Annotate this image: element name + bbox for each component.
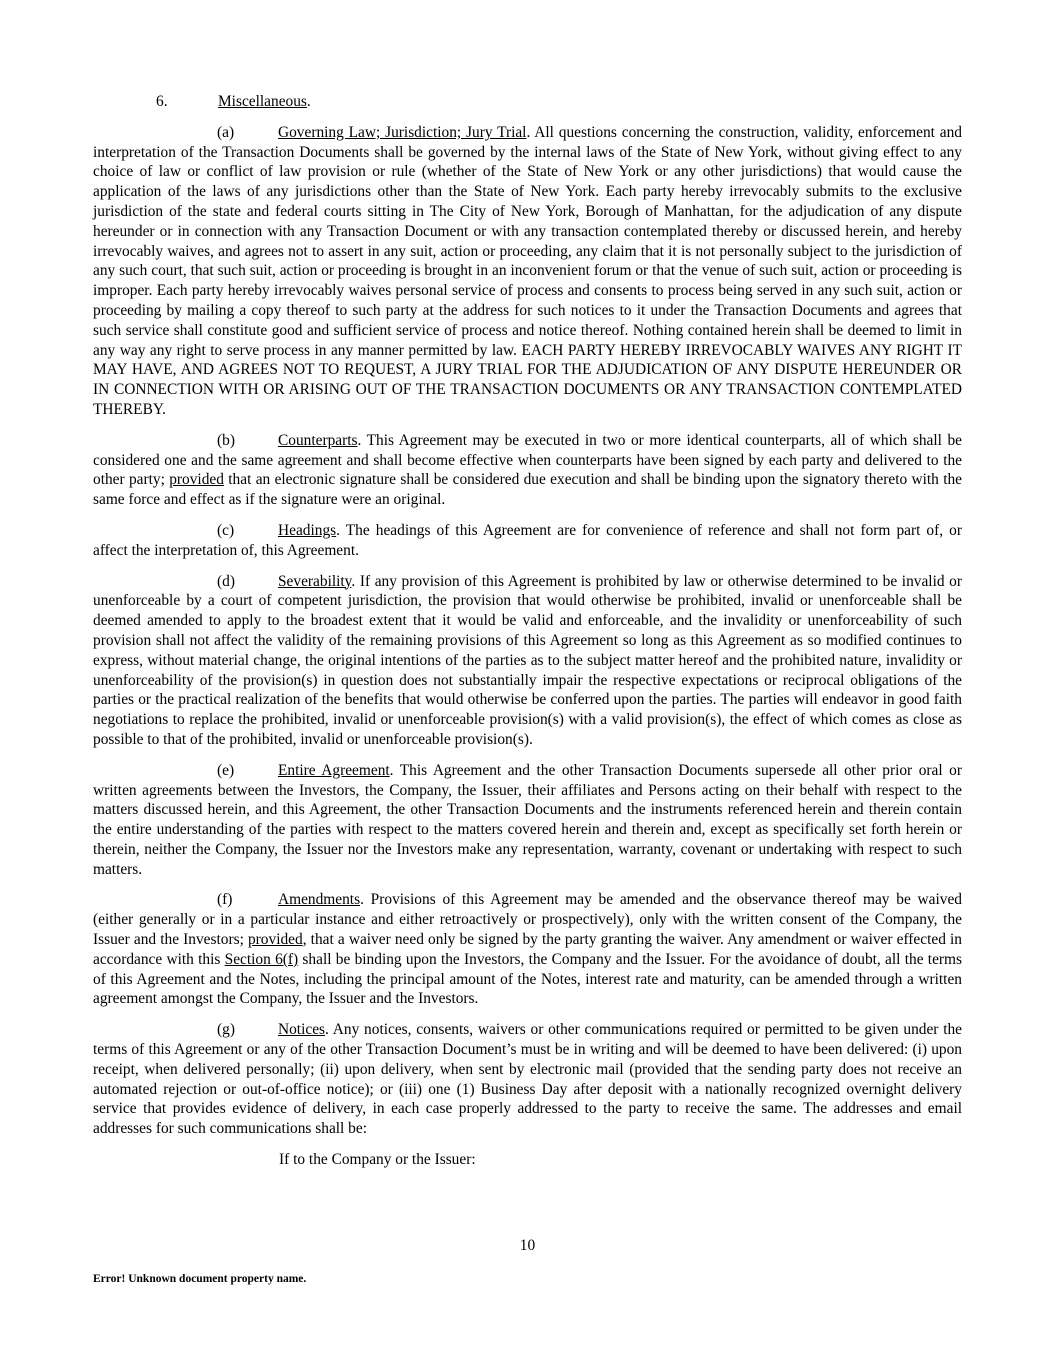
paragraph-label: (b) [217, 431, 235, 449]
paragraph-title: Severability [278, 572, 352, 590]
document-page [93, 92, 962, 1170]
paragraph-body: shall be binding upon the Investors, the Company and the Issuer. For the avoidance of doubt, all the terms of this Agreement and the Notes, including the principal amount of the Notes, interest rate and maturity, can be amended through a written agreement amongst the Company, the Issuer and the Investors. [93, 950, 962, 1008]
provided-term: provided [247, 931, 303, 949]
paragraph-title: Headings [278, 521, 337, 539]
paragraph-body: . If any provision of this Agreement is prohibited by law or otherwise determined to be invalid or unenforceable by a court of competent jurisdiction, the provision that would otherwise be prohibited, invalid or unenforceable shall be deemed amended to apply to the broadest extent that it would be valid and enforceable, and the invalidity or unenforceability of such provision shall not affect the validity of the remaining provisions of this Agreement so long as this Agreement as so modified continues to express, without material change, the original intentions of the parties as to the subject matter hereof and the prohibited nature, invalidity or unenforceability of the provision(s) in question does not substantially impair the respective expectations or reciprocal obligations of the parties or the practical realization of the benefits that would otherwise be conferred upon the parties. The parties will endeavor in good faith negotiations to replace the prohibited, invalid or unenforceable provision(s) with a valid provision(s), the effect of which comes as close as possible to that of the prohibited, invalid or unenforceable provision(s). [93, 572, 962, 748]
paragraph-title: Amendments [278, 891, 361, 909]
section-reference-link: Section 6(f) [224, 950, 299, 968]
paragraph-body: , that a waiver need only be signed by the party granting the waiver. Any amendment or waiver effected in accordance with this [93, 931, 962, 968]
paragraph-body: . This Agreement may be executed in two or more identical counterparts, all of which shall be considered one and the same agreement and shall become effective when counterparts have been signed by each party and delivered to the other party; [93, 431, 962, 489]
paragraph-label: (g) [217, 1021, 235, 1039]
footer-error-text: Error! Unknown document property name. [93, 1273, 307, 1285]
paragraph-label: (e) [217, 761, 235, 779]
page-number: 10 [519, 1237, 536, 1254]
paragraph-title: Notices [278, 1021, 326, 1039]
paragraph-title: Entire Agreement [278, 761, 390, 779]
provided-term: provided [169, 471, 224, 489]
paragraph-label: (c) [217, 521, 235, 539]
paragraph-label: (f) [217, 891, 233, 909]
address-intro: If to the Company or the Issuer: [279, 1151, 476, 1169]
paragraph-body: . All questions concerning the construction, validity, enforcement and interpretation of the Transaction Documents shall be governed by the internal laws of the State of New York, without giving effect to any choice of law or conflict of law provision or rule (whether of the State of New York or any other jurisdictions) that would cause the application of the laws of any jurisdictions other than the State of New York. Each party hereby irrevocably submits to the exclusive jurisdiction of the state and federal courts sitting in The City of New York, Borough of Manhattan, for the adjudication of any dispute hereunder or in connection with any Transaction Document or with any transaction contemplated thereby or discussed herein, and hereby irrevocably waives, and agrees not to assert in any suit, action or proceeding, any claim that it is not personally subject to the jurisdiction of any such court, that such suit, action or proceeding is brought in an inconvenient forum or that the venue of such suit, action or proceeding is improper. Each party hereby irrevocably waives personal service of process and consents to process being served in any such suit, action or proceeding by mailing a copy thereof to such party at the address for such notices to it under the Transaction Documents and agrees that such service shall constitute good and sufficient service of process and notice thereof. Nothing contained herein shall be deemed to limit in any way any right to serve process in any manner permitted by law. EACH PARTY HEREBY IRREVOCABLY WAIVES ANY RIGHT IT MAY HAVE, AND AGREES NOT TO REQUEST, A JURY TRIAL FOR THE ADJUDICATION OF ANY DISPUTE HEREUNDER OR IN CONNECTION WITH OR ARISING OUT OF THE TRANSACTION DOCUMENTS OR ANY TRANSACTION CONTEMPLATED THEREBY. [93, 123, 962, 418]
paragraph-body: . The headings of this Agreement are for convenience of reference and shall not form part of, or affect the interpretation of, this Agreement. [93, 521, 962, 559]
paragraph-body: . Provisions of this Agreement may be amended and the observance thereof may be waived (either generally or in a particular instance and either retroactively or prospectively), only with the written consent of the Company, the Issuer and the Investors; [93, 891, 962, 949]
paragraph-b [93, 431, 962, 510]
paragraph-f [93, 890, 962, 1009]
section-title-suffix: . [306, 93, 311, 110]
paragraph-body: . This Agreement and the other Transaction Documents supersede all other prior oral or written agreements between the Investors, the Company, the Issuer, their affiliates and Persons acting on their behalf with respect to the matters discussed herein, and this Agreement, the other Transaction Documents and the instruments referenced herein and therein contain the entire understanding of the parties with respect to the matters covered herein and therein and, except as specifically set forth herein or therein, neither the Company, the Issuer nor the Investors make any representation, warranty, covenant or undertaking with respect to such matters. [93, 761, 962, 878]
paragraph-title: Counterparts [278, 431, 358, 449]
paragraph-a [93, 123, 962, 420]
paragraph-title: Governing Law; Jurisdiction; Jury Trial [278, 123, 527, 141]
section-number: 6. [156, 93, 168, 110]
paragraph-body: that an electronic signature shall be considered due execution and shall be binding upon the signatory thereto with the same force and effect as if the signature were an original. [93, 471, 963, 509]
section-title: Miscellaneous [218, 93, 307, 110]
section-heading [93, 92, 962, 112]
paragraph-label: (d) [217, 572, 235, 590]
paragraph-label: (a) [217, 123, 235, 141]
paragraph-g [93, 1020, 962, 1139]
paragraph-e [93, 761, 962, 880]
paragraph-body: . Any notices, consents, waivers or other communications required or permitted to be given under the terms of this Agreement or any of the other Transaction Document’s must be in writing and will be deemed to have been delivered: (i) upon receipt, when delivered personally; (ii) upon delivery, when sent by electronic mail (provided that the sending party does not receive an automated rejection or out-of-office notice); or (iii) one (1) Business Day after deposit with a nationally recognized overnight delivery service that provides evidence of delivery, in each case properly addressed to the party to receive the same. The addresses and email addresses for such communications shall be: [93, 1021, 962, 1138]
paragraph-d [93, 572, 962, 750]
paragraph-c [93, 521, 962, 561]
